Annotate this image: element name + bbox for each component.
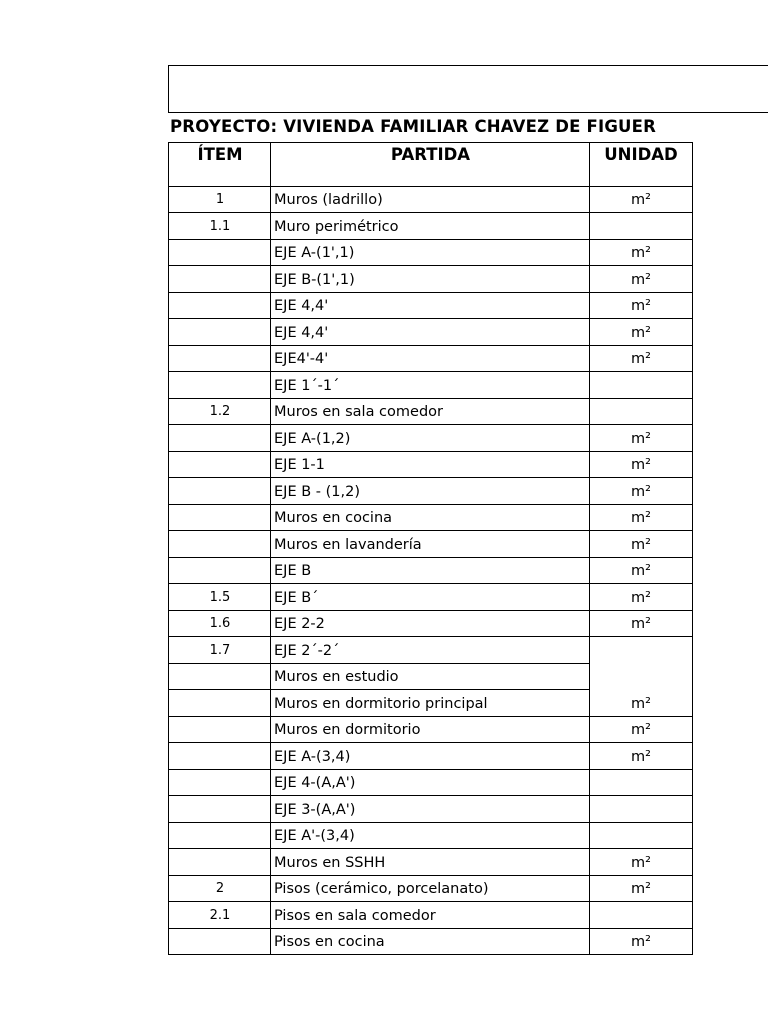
cell-unidad[interactable] — [589, 398, 693, 425]
table-row — [168, 663, 693, 690]
cell-partida[interactable]: Muros en estudio — [270, 663, 590, 690]
cell-unidad[interactable]: m² — [589, 345, 693, 372]
cell-partida[interactable]: Muros en dormitorio principal — [270, 690, 590, 717]
cell-item[interactable]: 1.7 — [168, 637, 271, 664]
cell-unidad[interactable]: m² — [589, 319, 693, 346]
header-merged-cell — [168, 65, 768, 113]
table-row — [168, 292, 693, 319]
cell-partida[interactable]: EJE A-(3,4) — [270, 743, 590, 770]
cell-partida[interactable]: EJE B — [270, 557, 590, 584]
table-row — [168, 425, 693, 452]
cell-partida[interactable]: Muros en sala comedor — [270, 398, 590, 425]
cell-partida[interactable]: Muros (ladrillo) — [270, 186, 590, 213]
table-row — [168, 875, 693, 902]
table-row — [168, 398, 693, 425]
cell-item[interactable] — [168, 478, 271, 505]
table-row — [168, 557, 693, 584]
cell-partida[interactable]: EJE 3-(A,A') — [270, 796, 590, 823]
cell-unidad[interactable]: m² — [589, 849, 693, 876]
column-header-unidad: UNIDAD — [589, 142, 693, 187]
table-row — [168, 504, 693, 531]
cell-item[interactable]: 1 — [168, 186, 271, 213]
cell-item[interactable] — [168, 928, 271, 955]
table-row — [168, 372, 693, 399]
cell-item[interactable] — [168, 822, 271, 849]
cell-unidad[interactable] — [589, 372, 693, 399]
spreadsheet-table — [168, 65, 768, 955]
cell-unidad[interactable] — [589, 213, 693, 240]
cell-unidad[interactable]: m² — [589, 266, 693, 293]
cell-partida[interactable]: EJE 1´-1´ — [270, 372, 590, 399]
table-row — [168, 345, 693, 372]
cell-item[interactable]: 2 — [168, 875, 271, 902]
cell-item[interactable] — [168, 769, 271, 796]
cell-item[interactable] — [168, 796, 271, 823]
cell-unidad[interactable]: m² — [589, 928, 693, 955]
cell-item[interactable] — [168, 372, 271, 399]
cell-partida[interactable]: Pisos (cerámico, porcelanato) — [270, 875, 590, 902]
cell-unidad[interactable] — [589, 769, 693, 796]
cell-partida[interactable]: EJE4'-4' — [270, 345, 590, 372]
cell-partida[interactable]: EJE 2-2 — [270, 610, 590, 637]
table-row — [168, 822, 693, 849]
cell-item[interactable]: 1.5 — [168, 584, 271, 611]
cell-unidad[interactable]: m² — [589, 557, 693, 584]
cell-partida[interactable]: EJE 4,4' — [270, 319, 590, 346]
table-row — [168, 610, 693, 637]
cell-item[interactable]: 1.6 — [168, 610, 271, 637]
table-row — [168, 478, 693, 505]
cell-item[interactable]: 1.1 — [168, 213, 271, 240]
cell-unidad[interactable]: m² — [589, 875, 693, 902]
table-row — [168, 213, 693, 240]
cell-item[interactable] — [168, 292, 271, 319]
cell-partida[interactable]: Muros en SSHH — [270, 849, 590, 876]
cell-item[interactable] — [168, 531, 271, 558]
cell-unidad[interactable]: m² — [589, 716, 693, 743]
cell-unidad[interactable]: m² — [589, 610, 693, 637]
cell-item[interactable] — [168, 743, 271, 770]
table-row — [168, 743, 693, 770]
cell-unidad[interactable]: m² — [589, 504, 693, 531]
cell-partida[interactable]: EJE 2´-2´ — [270, 637, 590, 664]
cell-unidad[interactable]: m² — [589, 239, 693, 266]
table-row — [168, 637, 693, 664]
cell-unidad[interactable]: m² — [589, 690, 693, 717]
table-row — [168, 796, 693, 823]
table-row — [168, 716, 693, 743]
cell-partida[interactable]: EJE A-(1,2) — [270, 425, 590, 452]
cell-item[interactable] — [168, 716, 271, 743]
cell-unidad[interactable]: m² — [589, 584, 693, 611]
cell-item[interactable]: 1.2 — [168, 398, 271, 425]
table-row — [168, 451, 693, 478]
cell-item[interactable] — [168, 451, 271, 478]
cell-unidad[interactable]: m² — [589, 451, 693, 478]
cell-partida[interactable]: Pisos en cocina — [270, 928, 590, 955]
cell-unidad[interactable]: m² — [589, 531, 693, 558]
cell-item[interactable] — [168, 319, 271, 346]
cell-unidad[interactable] — [589, 637, 693, 664]
column-header-partida: PARTIDA — [270, 142, 590, 187]
cell-partida[interactable]: EJE A'-(3,4) — [270, 822, 590, 849]
table-row — [168, 319, 693, 346]
cell-item[interactable] — [168, 239, 271, 266]
cell-item[interactable] — [168, 345, 271, 372]
cell-partida[interactable]: Muros en cocina — [270, 504, 590, 531]
cell-unidad[interactable]: m² — [589, 292, 693, 319]
table-row — [168, 928, 693, 955]
cell-partida[interactable]: EJE A-(1',1) — [270, 239, 590, 266]
table-row — [168, 769, 693, 796]
cell-item[interactable] — [168, 690, 271, 717]
cell-partida[interactable]: EJE B´ — [270, 584, 590, 611]
table-row — [168, 849, 693, 876]
table-row — [168, 531, 693, 558]
table-row — [168, 584, 693, 611]
table-row — [168, 266, 693, 293]
cell-partida[interactable]: Muros en dormitorio — [270, 716, 590, 743]
cell-partida[interactable]: Pisos en sala comedor — [270, 902, 590, 929]
cell-item[interactable] — [168, 504, 271, 531]
cell-partida[interactable]: EJE 1-1 — [270, 451, 590, 478]
cell-unidad[interactable] — [589, 822, 693, 849]
cell-partida[interactable]: Muros en lavandería — [270, 531, 590, 558]
cell-partida[interactable]: EJE 4-(A,A') — [270, 769, 590, 796]
cell-item[interactable] — [168, 663, 271, 690]
cell-partida[interactable]: Muro perimétrico — [270, 213, 590, 240]
cell-unidad[interactable] — [589, 902, 693, 929]
cell-partida[interactable]: EJE B - (1,2) — [270, 478, 590, 505]
cell-unidad[interactable] — [589, 796, 693, 823]
cell-item[interactable] — [168, 849, 271, 876]
cell-item[interactable]: 2.1 — [168, 902, 271, 929]
table-row — [168, 239, 693, 266]
cell-unidad[interactable]: m² — [589, 743, 693, 770]
cell-item[interactable] — [168, 557, 271, 584]
cell-unidad[interactable] — [589, 663, 693, 690]
table-row — [168, 186, 693, 213]
cell-item[interactable] — [168, 266, 271, 293]
cell-unidad[interactable]: m² — [589, 425, 693, 452]
cell-partida[interactable]: EJE 4,4' — [270, 292, 590, 319]
cell-partida[interactable]: EJE B-(1',1) — [270, 266, 590, 293]
table-row — [168, 902, 693, 929]
cell-item[interactable] — [168, 425, 271, 452]
cell-unidad[interactable]: m² — [589, 478, 693, 505]
column-header-item: ÍTEM — [168, 142, 271, 187]
cell-unidad[interactable]: m² — [589, 186, 693, 213]
project-title: PROYECTO: VIVIENDA FAMILIAR CHAVEZ DE FIGUER — [170, 117, 657, 136]
table-row — [168, 690, 693, 717]
